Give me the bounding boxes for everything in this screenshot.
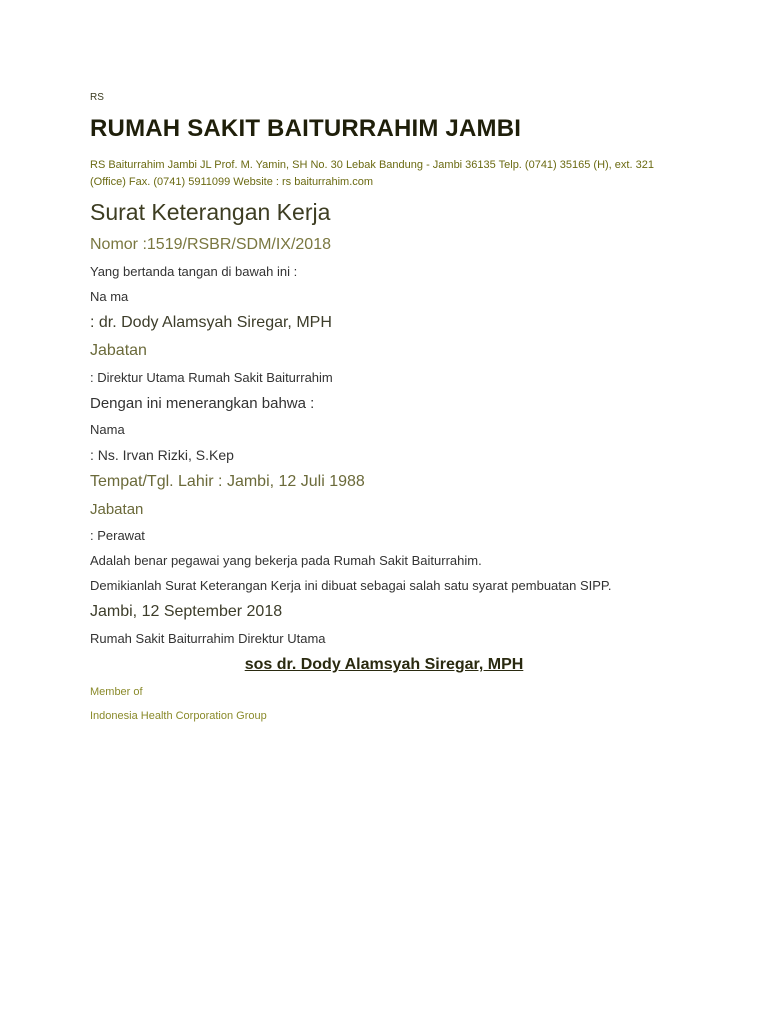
statement-2: Demikianlah Surat Keterangan Kerja ini dibuat sebagai salah satu syarat pembuatan SIPP.	[90, 578, 612, 593]
statement-1: Adalah benar pegawai yang bekerja pada Rumah Sakit Baiturrahim.	[90, 553, 482, 568]
signer-title: Rumah Sakit Baiturrahim Direktur Utama	[90, 631, 326, 646]
group-name: Indonesia Health Corporation Group	[90, 710, 267, 722]
document-title: Surat Keterangan Kerja	[90, 199, 331, 225]
employee-name-label: Nama	[90, 422, 125, 437]
employee-birth: Tempat/Tgl. Lahir : Jambi, 12 Juli 1988	[90, 473, 365, 490]
signer-position-value: : Direktur Utama Rumah Sakit Baiturrahim	[90, 370, 333, 385]
signature-block	[90, 656, 678, 674]
letterhead-address	[90, 157, 680, 191]
employee-position-label: Jabatan	[90, 501, 144, 518]
signer-position-label: Jabatan	[90, 342, 147, 359]
address-line-1: RS Baiturrahim Jambi JL Prof. M. Yamin, SH No. 30 Lebak Bandung - Jambi 36135 Telp. (0741) 35165 (H), ext. 321	[90, 159, 654, 171]
letterhead-prefix: RS	[90, 92, 104, 103]
signer-name-label: Na ma	[90, 289, 129, 304]
intro-text: Yang bertanda tangan di bawah ini :	[90, 264, 298, 279]
employee-position-value: : Perawat	[90, 528, 145, 543]
letter-document	[90, 92, 690, 722]
address-line-2: (Office) Fax. (0741) 5911099 Website : rs baiturrahim.com	[90, 176, 374, 188]
employee-name-value: : Ns. Irvan Rizki, S.Kep	[90, 447, 234, 463]
signer-name-value: : dr. Dody Alamsyah Siregar, MPH	[90, 314, 332, 331]
hospital-name: RUMAH SAKIT BAITURRAHIM JAMBI	[90, 115, 522, 142]
document-number: Nomor :1519/RSBR/SDM/IX/2018	[90, 236, 331, 253]
statement-intro: Dengan ini menerangkan bahwa :	[90, 395, 315, 412]
member-label: Member of	[90, 686, 143, 698]
place-date: Jambi, 12 September 2018	[90, 603, 283, 620]
signature-name: sos dr. Dody Alamsyah Siregar, MPH	[244, 656, 524, 673]
